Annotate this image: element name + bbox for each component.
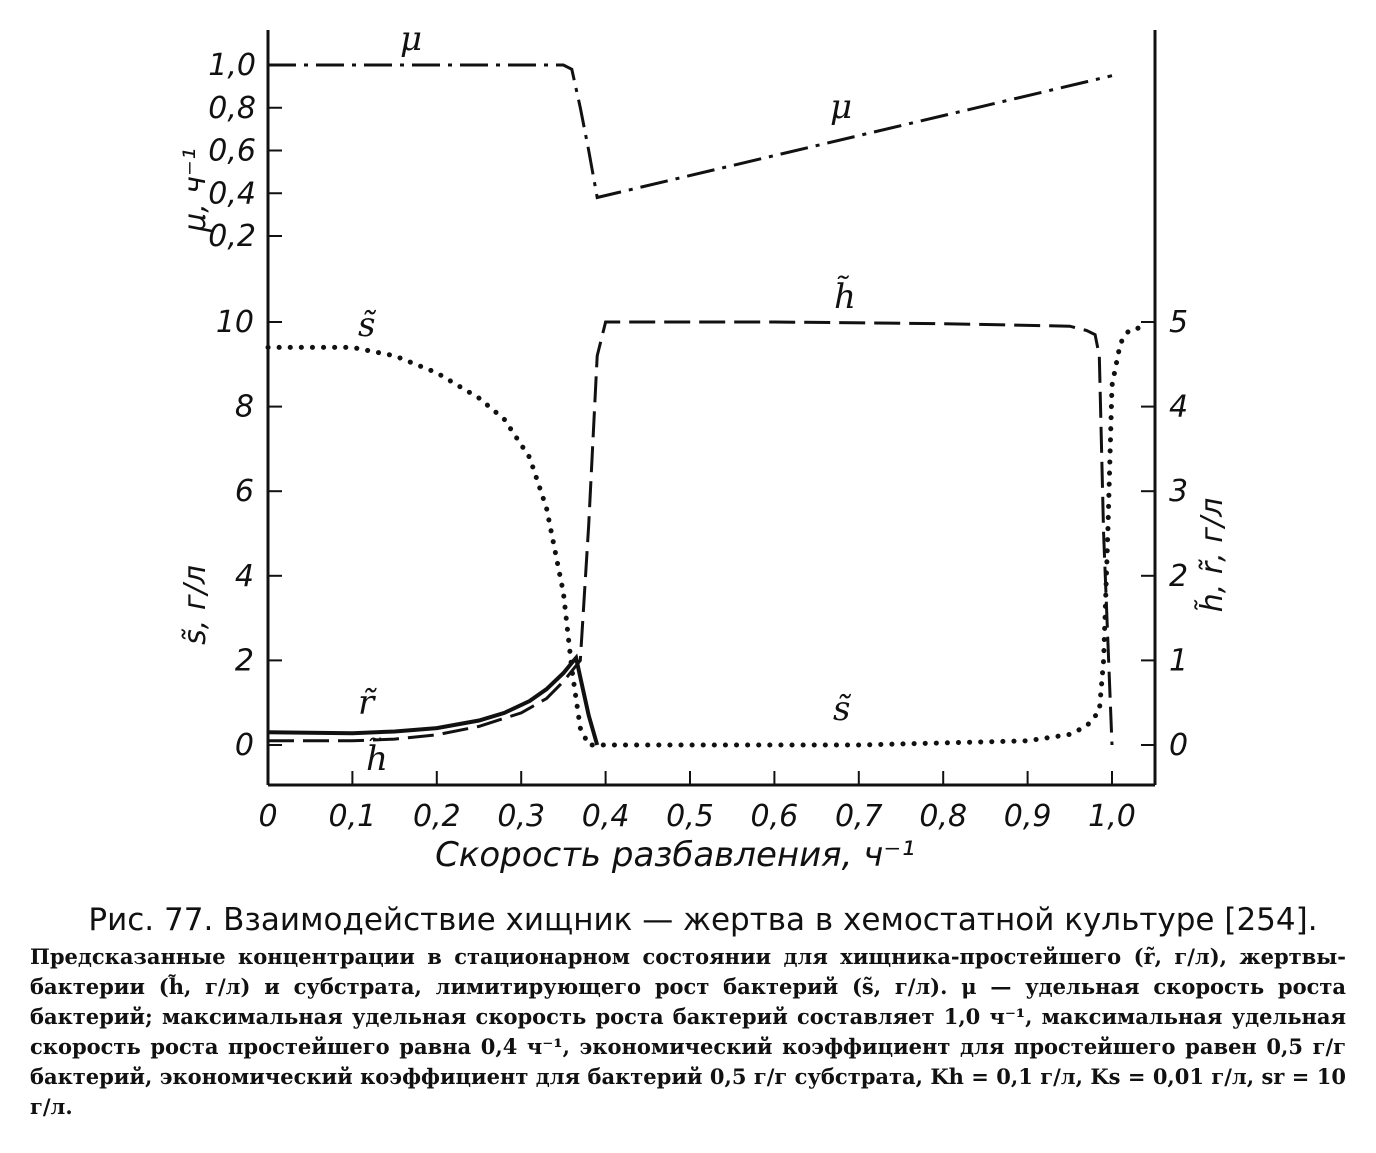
mu-label-right: μ [830,87,853,127]
series-s [268,326,1146,745]
left-y-tick-label: 4 [234,558,254,594]
x-tick-label: 0,4 [581,799,630,834]
left-y-tick-label: 6 [234,474,254,510]
x-tick-label: 0,6 [750,799,799,834]
series-h [268,322,1112,745]
top-y-tick-label: 1,0 [208,48,256,83]
right-y-tick-label: 4 [1169,389,1189,425]
series-r [268,658,597,745]
h-label-top: h̃ [834,277,856,317]
x-tick-label: 0,2 [412,799,461,834]
x-tick-label: 1,0 [1088,799,1136,834]
caption-title: Рис. 77. Взаимодействие хищник — жертва в хемостатной культуре [254]. [88,902,1318,938]
top-y-tick-label: 0,2 [208,219,256,254]
left-y-axis-label: s̃, г/л [178,565,213,645]
figure-caption [30,898,1346,1122]
x-tick-label: 0,5 [666,799,714,834]
x-tick-label: 0,8 [919,799,968,834]
h-label-bottom: h̃ [366,739,388,779]
s-label-bottom: s̃ [833,689,851,729]
x-tick-label: 0,1 [328,799,377,834]
series-mu [268,65,1112,198]
x-tick-label: 0,9 [1003,799,1052,834]
axes-frame [268,30,1155,785]
right-y-tick-label: 5 [1169,305,1189,340]
right-y-tick-label: 1 [1169,643,1189,679]
top-y-tick-label: 0,8 [208,90,256,126]
top-y-tick-label: 0,4 [208,176,256,212]
s-label-top: s̃ [358,305,376,345]
right-y-tick-label: 2 [1169,558,1189,594]
top-y-axis-label: μ, ч⁻¹ [178,148,213,232]
x-tick-label: 0 [258,799,278,834]
x-tick-label: 0,3 [497,799,546,834]
left-y-tick-label: 2 [234,643,254,679]
r-label: r̃ [358,683,375,723]
top-y-tick-label: 0,6 [208,133,256,169]
mu-label-left: μ [400,19,423,59]
ticks [208,48,1188,834]
left-y-tick-label: 8 [234,389,254,425]
left-y-tick-label: 0 [234,728,254,763]
x-tick-label: 0,7 [834,799,883,834]
left-y-tick-label: 10 [215,305,254,340]
caption-body: Предсказанные концентрации в стационарном состоянии для хищника-простейшего (r̃, г/л), жертвы-бактерии (h̃, г/л) и субстрата, лимитирующего рост бактерий (s̃, г/л). μ — удельная скорость роста бактерий; максимальная удельная скорость роста бактерий составляет 1,0 ч⁻¹, максимальная удельная скорость роста простейшего равна 0,4 ч⁻¹, экономический коэффициент для простейшего равен 0,5 г/г бактерий, экономический коэффициент для бактерий 0,5 г/г субстрата, Kh = 0,1 г/л, Ks = 0,01 г/л, sr = 10 г/л. [30,944,1346,1119]
x-axis-label: Скорость разбавления, ч⁻¹ [435,835,915,875]
right-y-tick-label: 0 [1169,728,1189,763]
series-group [268,65,1146,745]
right-y-axis-label: h̃, r̃, г/л [1195,497,1230,613]
right-y-tick-label: 3 [1169,474,1189,510]
